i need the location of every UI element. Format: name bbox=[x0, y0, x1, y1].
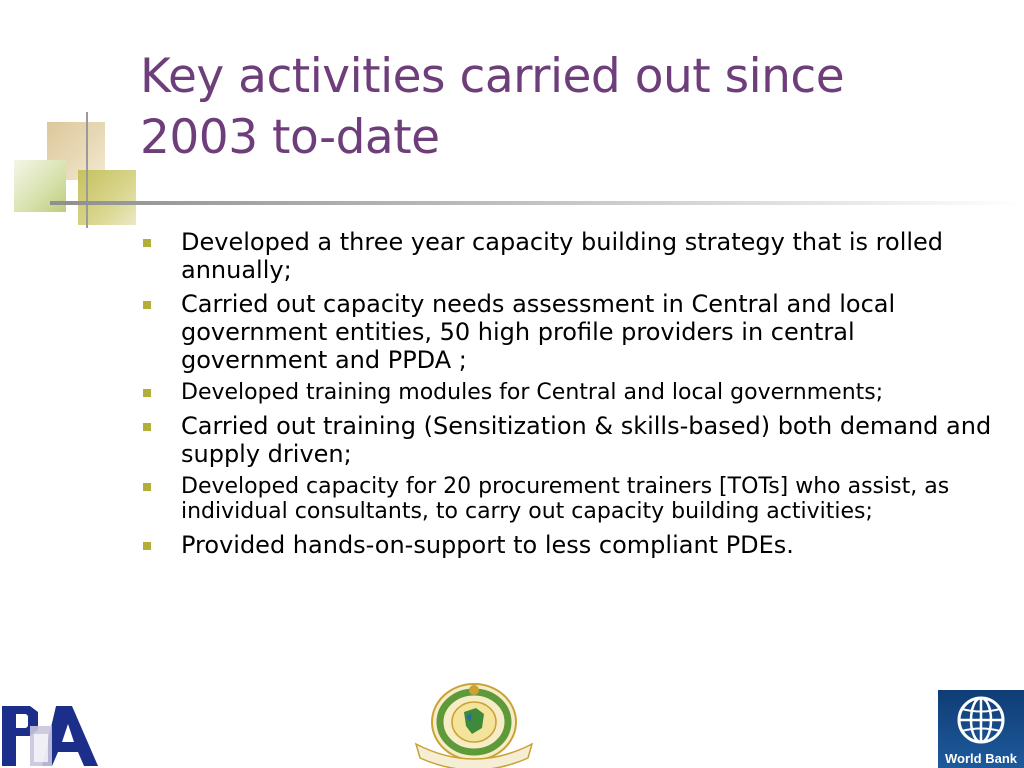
bullet-item bbox=[143, 228, 1003, 284]
world-bank-logo bbox=[938, 690, 1024, 768]
bullet-item bbox=[143, 412, 1003, 468]
bullet-text: Developed a three year capacity building strategy that is rolled annually; bbox=[181, 228, 944, 284]
bullet-text: Provided hands-on-support to less compliant PDEs. bbox=[181, 531, 794, 559]
slide-title bbox=[140, 46, 1000, 168]
slide-title-line-1: Key activities carried out since bbox=[140, 49, 845, 104]
bullet-square-icon bbox=[143, 239, 151, 247]
eac-emblem-logo bbox=[410, 682, 538, 768]
title-underline bbox=[50, 201, 1024, 205]
bullet-item bbox=[143, 531, 1003, 559]
world-bank-label: World Bank bbox=[945, 751, 1017, 766]
bullet-text: Carried out training (Sensitization & skills-based) both demand and supply driven; bbox=[181, 412, 992, 468]
bullet-square-icon bbox=[143, 301, 151, 309]
bullet-item bbox=[143, 380, 1003, 405]
bullet-square-icon bbox=[143, 423, 151, 431]
decor-vertical-line bbox=[86, 112, 88, 228]
bullet-text: Developed training modules for Central and local governments; bbox=[181, 380, 884, 405]
bullet-square-icon bbox=[143, 483, 151, 491]
bullet-item bbox=[143, 474, 1003, 524]
globe-icon bbox=[938, 690, 1024, 752]
bullet-square-icon bbox=[143, 542, 151, 550]
bullet-square-icon bbox=[143, 389, 151, 397]
slide-title-line-2: 2003 to-date bbox=[140, 110, 440, 165]
bullet-text: Developed capacity for 20 procurement trainers [TOTs] who assist, as individual consultants, to carry out capacity building activities; bbox=[181, 474, 950, 524]
bullet-text: Carried out capacity needs assessment in Central and local government entities, 50 high profile providers in central government and PPDA ; bbox=[181, 290, 896, 374]
bullet-item bbox=[143, 290, 1003, 374]
ppda-logo bbox=[0, 700, 100, 768]
bullet-list bbox=[143, 228, 1003, 565]
